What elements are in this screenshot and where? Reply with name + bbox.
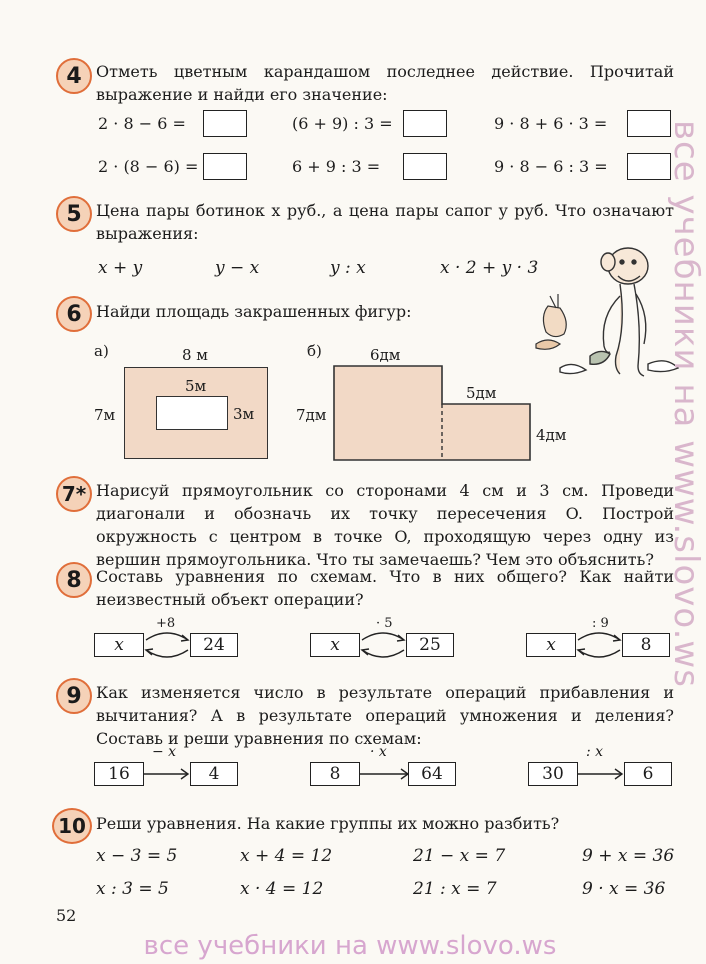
equation: x · 4 = 12	[240, 879, 324, 899]
task-4-text: Отметь цветным карандашом последнее действие. Прочитай выражение и найди его значение:	[96, 62, 674, 104]
equation: x : 3 = 5	[96, 879, 169, 899]
scheme-arrows	[144, 628, 190, 662]
bottom-watermark: все учебники на www.slovo.ws	[143, 931, 557, 961]
scheme-right-box: 64	[408, 762, 456, 786]
task-10-number: 10	[52, 808, 92, 844]
scheme-left-box: 30	[528, 762, 578, 786]
figure-b-top-dim: 6дм	[370, 346, 401, 364]
task-10-text: Реши уравнения. На какие группы их можно разбить?	[96, 814, 560, 833]
scheme-left-box: x	[94, 633, 144, 657]
page-number: 52	[56, 906, 77, 925]
task-6-number: 6	[56, 296, 92, 332]
expression: x + y	[98, 258, 143, 278]
task-8-number: 8	[56, 562, 92, 598]
expression: 2 · 8 − 6 =	[98, 114, 186, 133]
expression: y − x	[215, 258, 260, 278]
scheme-arrows	[576, 628, 622, 662]
figure-b-label: б)	[307, 342, 322, 360]
scheme-operation: : x	[586, 744, 604, 760]
task-4-number: 4	[56, 58, 92, 94]
scheme-right-box: 8	[622, 633, 670, 657]
figure-a-label: а)	[94, 342, 109, 360]
scheme-operation: − x	[152, 744, 177, 760]
scheme-right-box: 6	[624, 762, 672, 786]
task-8-text: Составь уравнения по схемам. Что в них общего? Как найти неизвестный объект операции?	[96, 567, 674, 609]
task-6-text: Найди площадь закрашенных фигур:	[96, 302, 412, 321]
scheme-left-box: 8	[310, 762, 360, 786]
equation: 21 : x = 7	[413, 879, 497, 899]
figure-a-inner-top-dim: 5м	[185, 377, 207, 395]
answer-box[interactable]	[203, 110, 247, 137]
figure-b-shape	[330, 362, 534, 464]
figure-b-right-dim: 4дм	[536, 426, 567, 444]
task-7-text: Нарисуй прямоугольник со сторонами 4 см и 3 см. Проведи диагонали и обозначь их точку пересечения O. Построй окружность с центром в точке O, проходящую через одну из вершин прямоугольника. Что ты замечаешь? Чем это объяснить?	[96, 481, 674, 569]
answer-box[interactable]	[403, 110, 447, 137]
scheme-operation: : 9	[592, 616, 609, 631]
expression: x · 2 + y · 3	[440, 258, 539, 278]
expression: 2 · (8 − 6) =	[98, 157, 199, 176]
task-5-text: Цена пары ботинок x руб., а цена пары сапог y руб. Что означают выражения:	[96, 201, 674, 243]
scheme-arrows	[360, 628, 406, 662]
answer-box[interactable]	[403, 153, 447, 180]
task-9-text: Как изменяется число в результате операций прибавления и вычитания? А в результате операций умножения и деления? Составь и реши уравнения по схемам:	[96, 683, 674, 748]
equation: x − 3 = 5	[96, 846, 178, 866]
answer-box[interactable]	[627, 110, 671, 137]
scheme-operation: · x	[370, 744, 387, 760]
equation: 9 · x = 36	[582, 879, 666, 899]
task-9-number: 9	[56, 678, 92, 714]
scheme-left-box: 16	[94, 762, 144, 786]
expression: y : x	[330, 258, 366, 278]
expression: 9 · 8 − 6 : 3 =	[494, 157, 608, 176]
scheme-right-box: 25	[406, 633, 454, 657]
task-7-number: 7*	[56, 476, 92, 512]
scheme-left-box: x	[526, 633, 576, 657]
figure-a-top-dim: 8 м	[182, 346, 208, 364]
monkey-illustration	[520, 236, 690, 386]
scheme-left-box: x	[310, 633, 360, 657]
scheme-arrow	[144, 766, 190, 782]
equation: 21 − x = 7	[413, 846, 506, 866]
figure-b-left-dim: 7дм	[296, 406, 327, 424]
figure-a-left-dim: 7м	[94, 406, 116, 424]
scheme-operation: · 5	[376, 616, 393, 631]
expression: 6 + 9 : 3 =	[292, 157, 381, 176]
expression: (6 + 9) : 3 =	[292, 114, 393, 133]
scheme-arrow	[578, 766, 624, 782]
scheme-operation: +8	[156, 616, 176, 631]
figure-a-inner-right-dim: 3м	[233, 405, 255, 423]
answer-box[interactable]	[203, 153, 247, 180]
figure-a-inner-rect	[156, 396, 228, 430]
scheme-arrow	[360, 766, 410, 782]
side-watermark: все учебники на www.slovo.ws	[666, 120, 706, 688]
equation: x + 4 = 12	[240, 846, 333, 866]
figure-b-mid-dim: 5дм	[466, 384, 497, 402]
scheme-right-box: 24	[190, 633, 238, 657]
expression: 9 · 8 + 6 · 3 =	[494, 114, 608, 133]
task-5-number: 5	[56, 196, 92, 232]
scheme-right-box: 4	[190, 762, 238, 786]
answer-box[interactable]	[627, 153, 671, 180]
equation: 9 + x = 36	[582, 846, 675, 866]
